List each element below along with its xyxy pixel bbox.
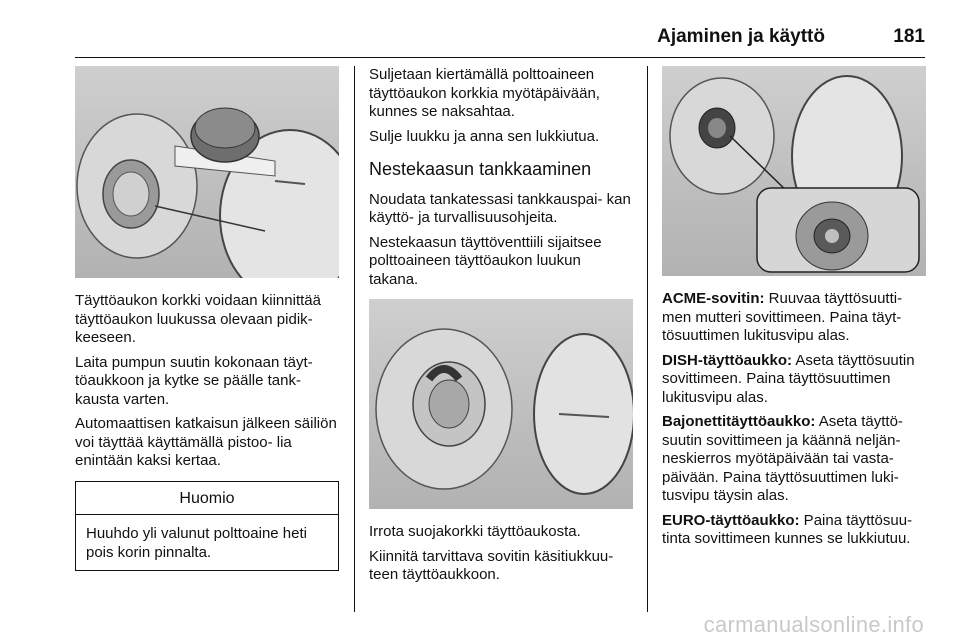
lpg-adapter-drawing xyxy=(662,66,926,276)
definition-text: Aseta täyttösuutin sovittimeen. Paina täyttösuuttimen lukitusvipu alas. xyxy=(662,351,915,406)
body-paragraph: Suljetaan kiertämällä polttoaineen täyttöaukon korkkia myötäpäivään, kunnes se naksahtaa. xyxy=(369,66,600,120)
left-column xyxy=(75,66,339,571)
fuel-filler-cap-illustration xyxy=(75,66,339,278)
watermark-text: carmanualsonline.info xyxy=(703,612,924,637)
column-divider xyxy=(647,66,648,612)
definition-term: Bajonettitäyttöaukko: xyxy=(662,413,816,430)
body-paragraph: Noudata tankatessasi tankkauspai- kan käyttö- ja turvallisuusohjeita. xyxy=(369,190,631,226)
header-divider xyxy=(75,57,925,58)
body-paragraph: Sulje luukku ja anna sen lukkiutua. xyxy=(369,127,600,145)
page-number: 181 xyxy=(893,26,925,47)
note-text: Huuhdo yli valunut polttoaine heti pois korin pinnalta. xyxy=(86,525,307,561)
body-paragraph: Nestekaasun täyttöventtiili sijaitsee polttoaineen täyttöaukon luukun takana. xyxy=(369,233,602,288)
definition-item xyxy=(662,413,926,506)
definition-text: Ruuvaa täyttösuutti- men mutteri sovittimeen. Paina täyt- tösuuttimen lukitusvipu alas. xyxy=(662,290,903,344)
middle-column xyxy=(369,66,633,591)
definition-term: ACME-sovitin: xyxy=(662,290,765,307)
section-heading: Nestekaasun tankkaaminen xyxy=(369,159,592,179)
column-divider xyxy=(354,66,355,612)
lpg-adapter-illustration xyxy=(662,66,926,276)
fuel-filler-cap-drawing xyxy=(75,66,339,278)
lpg-filler-drawing xyxy=(369,299,633,509)
note-title: Huomio xyxy=(76,482,338,516)
definition-item xyxy=(662,352,926,408)
right-column xyxy=(662,66,926,555)
definition-item xyxy=(662,512,926,549)
body-paragraph: Kiinnitä tarvittava sovitin käsitiukkuu- teen täyttöaukkoon. xyxy=(369,547,614,583)
body-paragraph: Laita pumpun suutin kokonaan täyt- töaukkoon ja kytke se päälle tank- kausta varten. xyxy=(75,353,313,408)
definition-text: Aseta täyttö- suutin sovittimeen ja käännä neljän- neskierros myötäpäivään tai vasta- päivään. Paina täyttösuuttimen luki- tusvipu täysin alas. xyxy=(662,413,903,504)
definition-text: Paina täyttösuu- tinta sovittimeen kunnes se lukkiutuu. xyxy=(662,511,913,547)
definition-term: EURO-täyttöaukko: xyxy=(662,511,800,529)
section-title: Ajaminen ja käyttö xyxy=(657,26,825,47)
body-paragraph: Irrota suojakorkki täyttöaukosta. xyxy=(369,523,581,540)
body-paragraph: Täyttöaukon korkki voidaan kiinnittää täyttöaukon luukussa olevaan pidik- keeseen. xyxy=(75,292,321,346)
lpg-filler-illustration xyxy=(369,299,633,509)
note-box xyxy=(75,481,339,572)
definition-term: DISH-täyttöaukko: xyxy=(662,351,793,369)
page-header xyxy=(75,22,925,58)
definition-item xyxy=(662,290,926,346)
body-paragraph: Automaattisen katkaisun jälkeen säiliön voi täyttää käyttämällä pistoo- lia enintään kaksi kertaa. xyxy=(75,415,337,469)
